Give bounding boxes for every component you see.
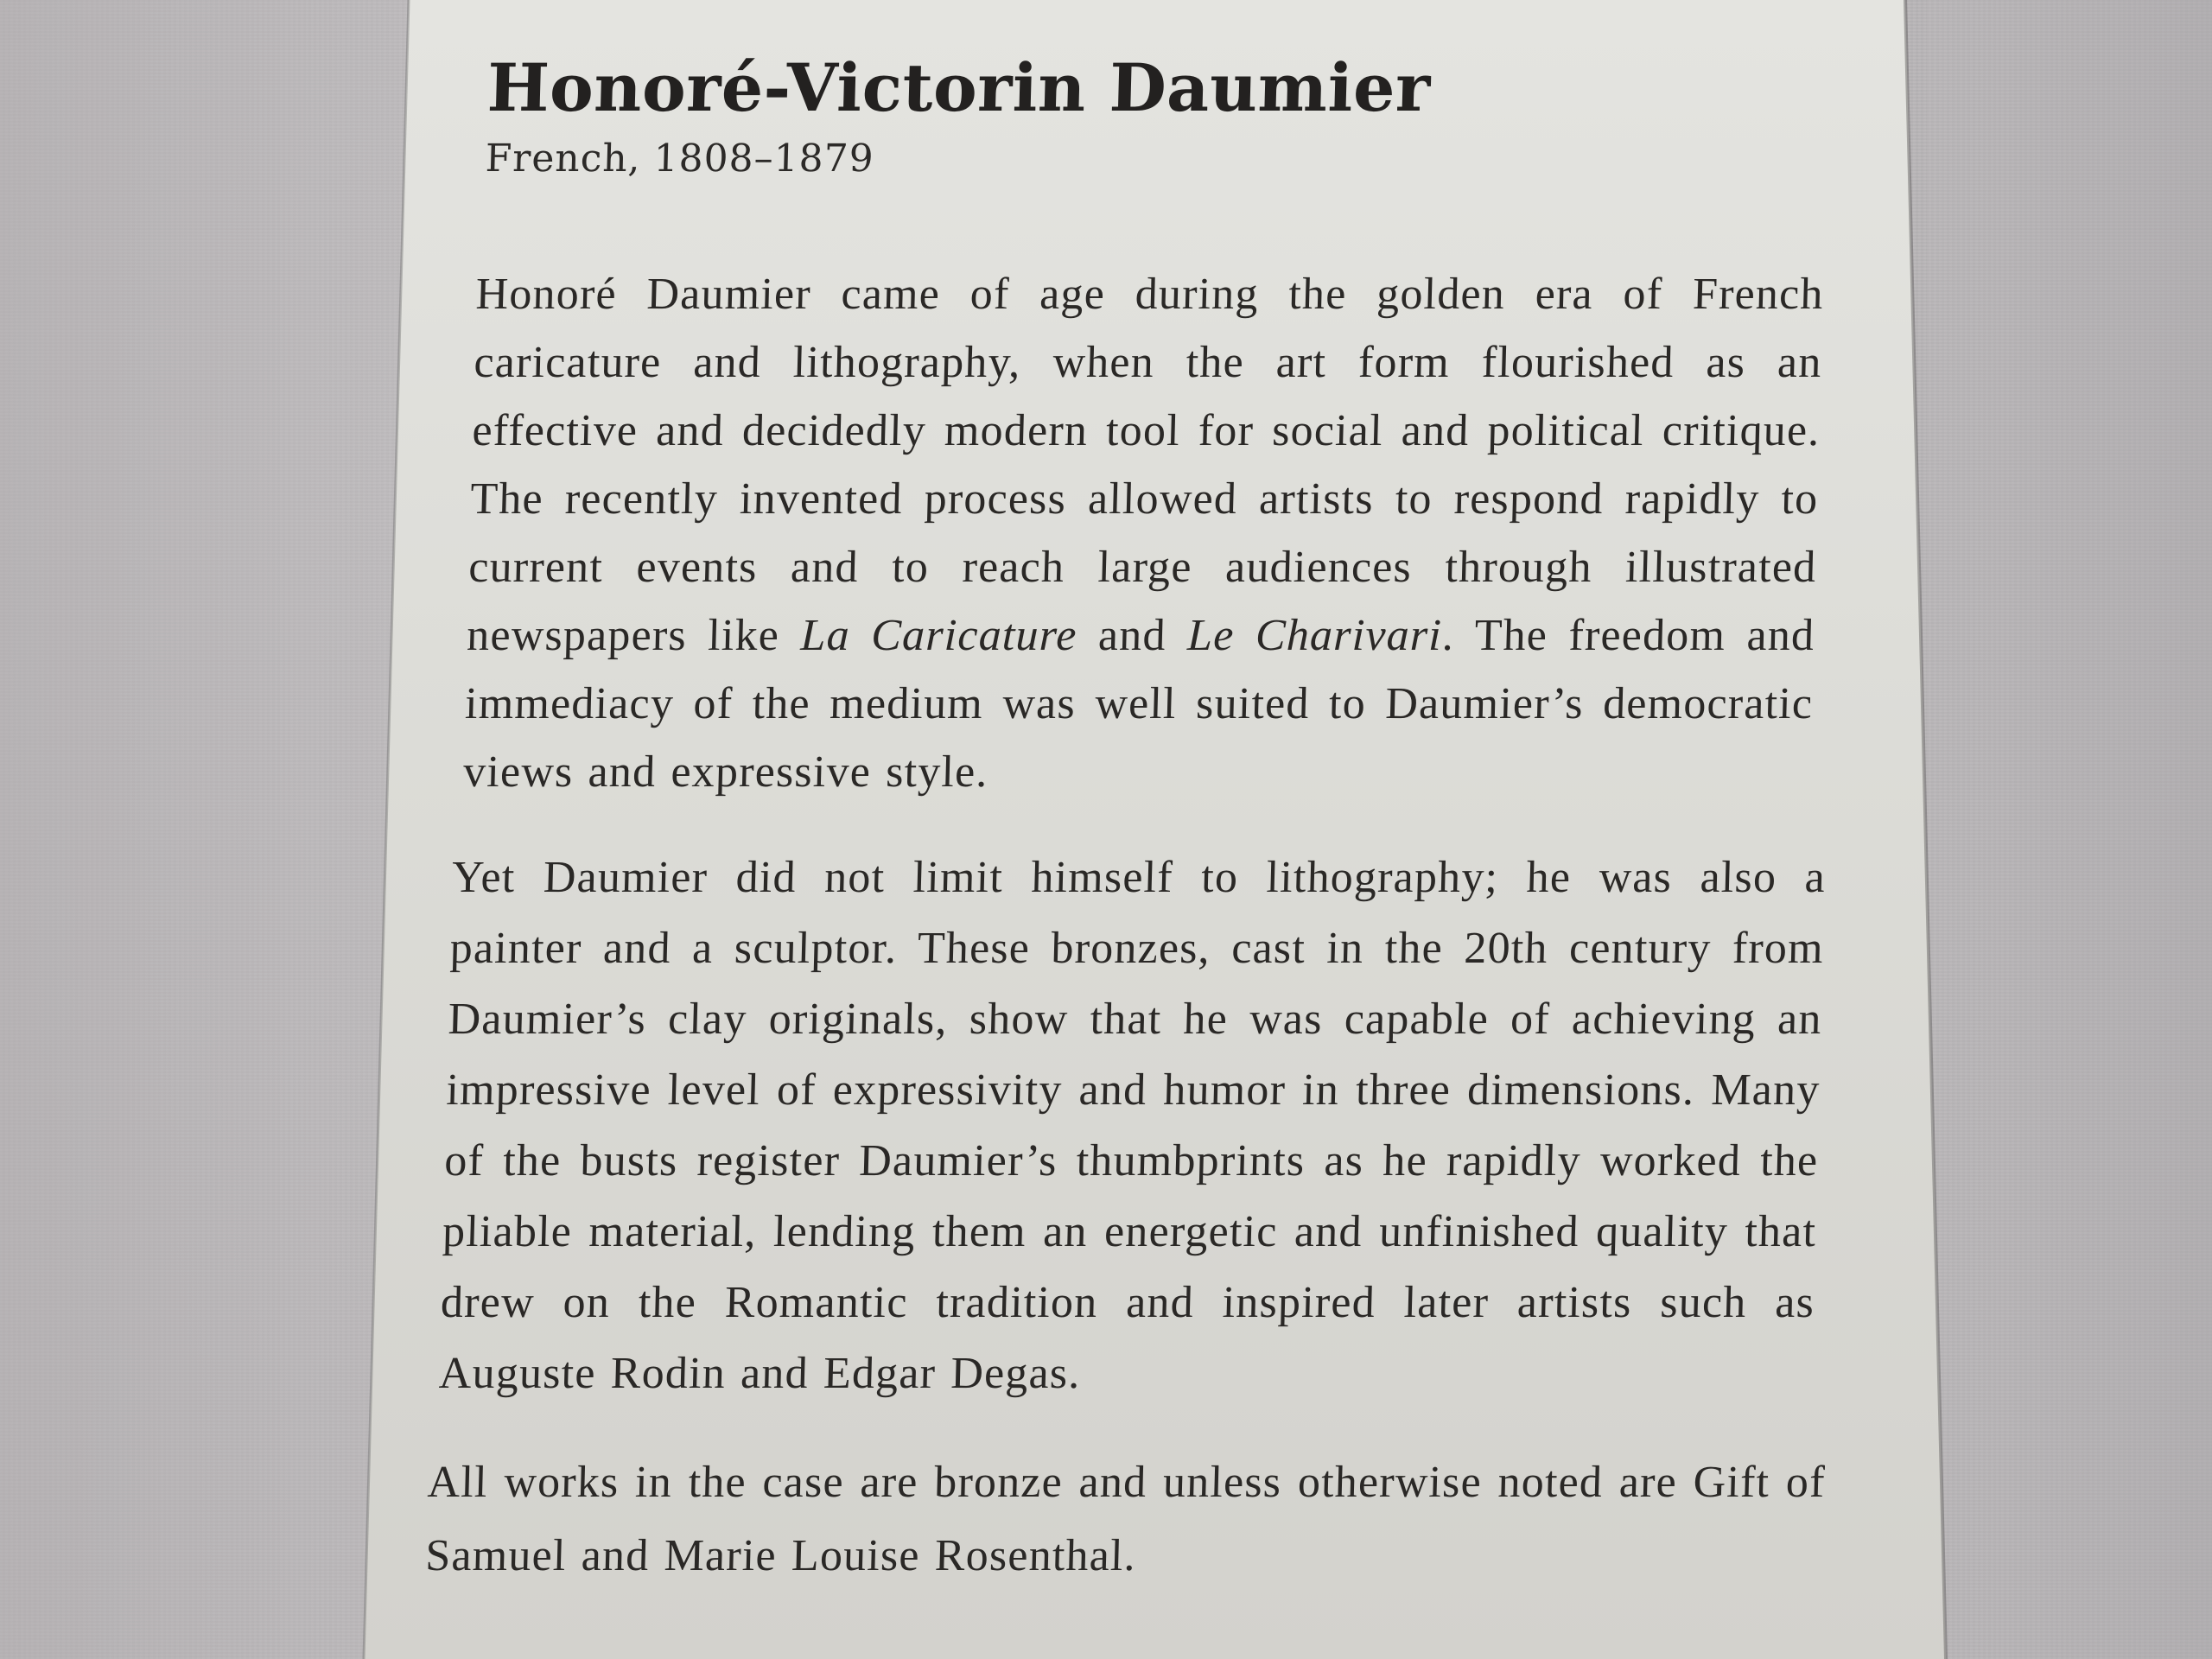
paragraph-lithography (462, 260, 1825, 806)
wall-label-text (417, 49, 1884, 1592)
paragraph-1-text-b: and (1076, 610, 1188, 660)
artist-nationality-dates: French, 1808–1879 (485, 136, 875, 181)
wall-background-left (0, 0, 415, 1659)
newspaper-title-la-caricature: La Caricature (799, 610, 1078, 660)
paragraph-1-text-a: Honoré Daumier came of age during the golden era of French caricature and lithography, when the art form flourished as an effective and decidedly modern tool for social and political critique. The recently invented process allowed artists to respond rapidly to current events and to reach large audiences through illustrated newspapers like (466, 269, 1825, 660)
newspaper-title-le-charivari: Le Charivari (1186, 610, 1443, 660)
paragraph-sculpture: Yet Daumier did not limit himself to lithography; he was also a painter and a sculptor. These bronzes, cast in the 20th century from Daumier’s clay originals, show that he was capable of achieving an impressive level of expressivity and humor in three dimensions. Many of the busts register Daumier’s thumbprints as he rapidly worked the pliable material, lending them an energetic and unfinished quality that drew on the Romantic tradition and inspired later artists such as Auguste Rodin and Edgar Degas. (438, 852, 1827, 1398)
paragraph-credit-line: All works in the case are bronze and unless otherwise noted are Gift of Samuel and Marie Louise Rosenthal. (424, 1457, 1827, 1580)
wall-background-right (1927, 0, 2212, 1659)
paragraph-1-text-c: . The freedom and immediacy of the medium was well suited to Daumier’s democratic views and expressive style. (462, 610, 1816, 797)
artist-name-title: Honoré-Victorin Daumier (486, 49, 1432, 126)
